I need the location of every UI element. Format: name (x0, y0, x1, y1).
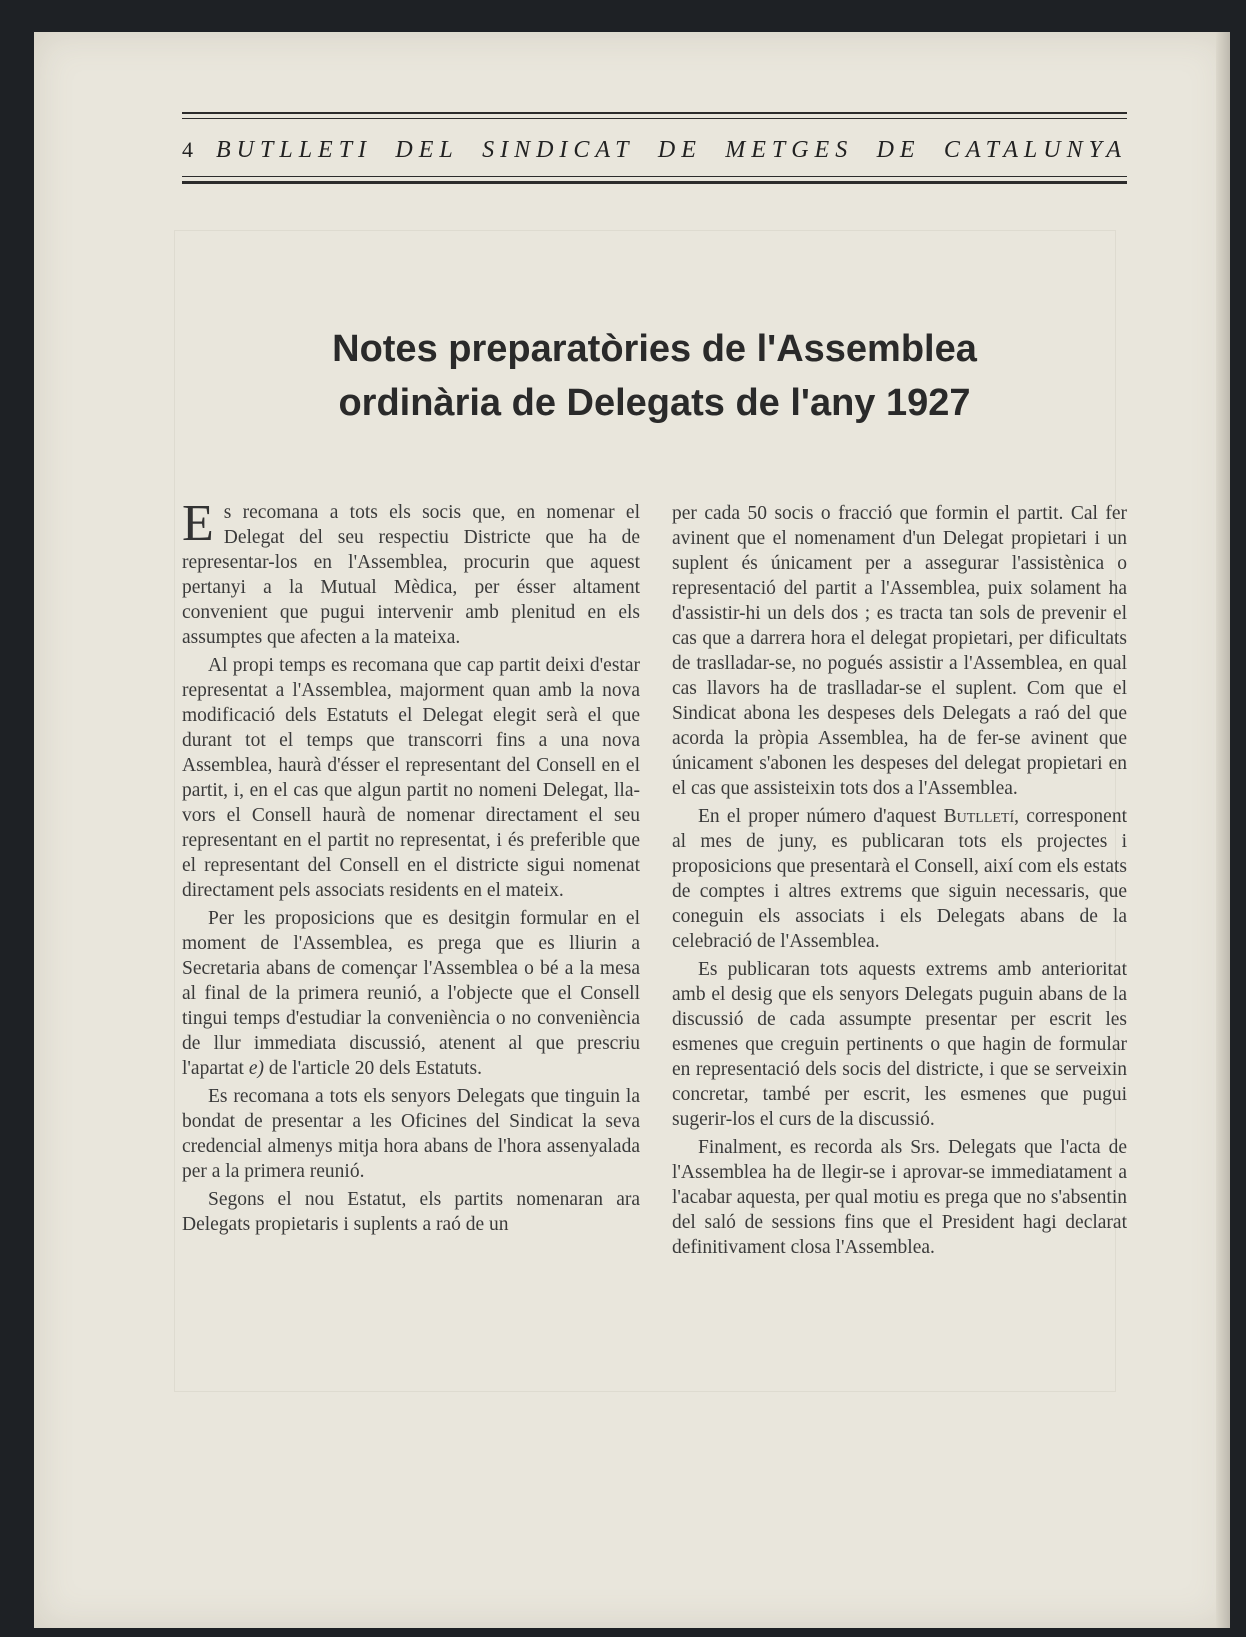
drop-cap: E (182, 495, 214, 552)
paragraph-text: de l'article 20 dels Estatuts. (264, 1058, 482, 1079)
paragraph-text: Per les proposicions que es desitgin formular en el moment de l'Assemblea, es prega que es lliurin a Secretaria abans de començar l'Assemblea o bé a la mesa al final de la primera reunió, a l'objecte que el Consell tingui temps d'estudiar la conveniència o no conveniència de llur immediata discussió, atenent al que prescriu l'apartat (182, 908, 640, 1079)
left-column (182, 495, 640, 1237)
header-rule-bottom (182, 181, 1127, 184)
paragraph (182, 495, 640, 650)
paragraph: per cada 50 socis o fracció que formin el partit. Cal fer avinent que el nomenament d'un Delegat propietari i un suplent és únicament per a assegurar l'assistènica o representació del partit a l'Assemblea, puix solament ha d'assistir-hi un dels dos ; es tracta tan sols de prevenir el cas que a darrera hora el delegat propietari, per dificultats de traslladar-se, no pogués assistir a l'Assemblea, en qual cas llavors ha de traslladar-se el suplent. Com que el Sindicat abona les despeses dels Delegats a raó del que acorda la pròpia Assemblea, ha de fer-se avinent que únicament s'abonen les despeses del delegat propietari en el cas que assisteixin tots dos a l'Assemblea. (672, 503, 1127, 799)
paragraph: Finalment, es recorda als Srs. Delegats que l'acta de l'Assemblea ha de llegir-se i aprovar-se immediatament a l'acabar aquesta, per qual motiu es prega que no s'absentin del saló de sessions fins que el President hagi declarat definitivament closa l'Assemblea. (672, 1137, 1127, 1258)
article-title-line-1: Notes preparatòries de l'Assemblea (332, 328, 977, 370)
header-word: BUTLLETI (216, 136, 373, 163)
right-column (672, 501, 1127, 1260)
paragraph (182, 906, 640, 1081)
page-edge (1216, 32, 1230, 1628)
header-rule-top-thin (182, 118, 1127, 119)
header-word: DE (876, 136, 921, 163)
publication-title (216, 137, 1127, 164)
paragraph-text: En el proper número d'aquest (698, 806, 944, 827)
header-word: CATALUNYA (943, 136, 1127, 163)
publication-name: Butlletí (943, 806, 1015, 827)
page-number: 4 (182, 137, 193, 162)
header-word: SINDICAT (482, 136, 635, 163)
paragraph: Segons el nou Estatut, els partits nomenaran ara Delegats propietaris i suplents a raó de un (182, 1189, 640, 1235)
header-word: DEL (395, 136, 459, 163)
scanned-page (34, 32, 1230, 1628)
running-header (182, 112, 1127, 194)
article-title (182, 322, 1127, 430)
article-title-line-2: ordinària de Delegats de l'any 1927 (338, 382, 971, 424)
paragraph-text: , corresponent al mes de juny, es publicaran tots els projectes i proposicions que presentarà el Consell, així com els estats de comptes i altres extrems que siguin necessaris, que coneguin els associats i els Delegats abans de la celebració de l'Assemblea. (672, 806, 1127, 952)
header-word: METGES (725, 136, 854, 163)
paragraph (672, 804, 1127, 954)
paragraph: Al propi temps es recomana que cap partit deixi d'estar representat a l'Assemblea, majorment quan amb la nova modificació dels Estatuts el Delegat elegit serà el que durant tot el temps que transcorri fins a una nova Assemblea, haurà d'ésser el representant del Consell en el partit, i, en el cas que algun partit no nomeni Delegat, llavors el Consell haurà de nomenar directament el seu representant en el partit no representat, i és preferible que el representant del Consell en el districte sigui nomenat directament pels associats residents en el mateix. (182, 655, 640, 901)
header-row (182, 132, 1127, 168)
header-word: DE (657, 136, 702, 163)
paragraph-text: s recomana a tots els socis que, en nomenar el Delegat del seu respectiu Districte que ha de representar-los en l'Assemblea, procurin que aquest pertanyi a la Mutual Mèdica, per ésser altament convenient que pugui intervenir amb plenitud en els assumptes que afecten a la mateixa. (182, 502, 640, 648)
paragraph: Es publicaran tots aquests extrems amb anterioritat amb el desig que els senyors Delegats puguin abans de la discussió de cada assumpte presentar per escrit les esmenes que creguin pertinents o que hagin de formular en representació dels socis del districte, i que se serveixin concretar, també per escrit, les esmenes que pugui sugerir-los el curs de la discussió. (672, 959, 1127, 1130)
paragraph: Es recomana a tots els senyors Delegats que tinguin la bondat de presentar a les Oficines del Sindicat la seva credencial almenys mitja hora abans de l'hora assenyalada per a la primera reunió. (182, 1086, 640, 1182)
header-rule-top (182, 112, 1127, 114)
header-rule-bottom-thin (182, 176, 1127, 177)
italic-reference: e) (248, 1058, 265, 1079)
